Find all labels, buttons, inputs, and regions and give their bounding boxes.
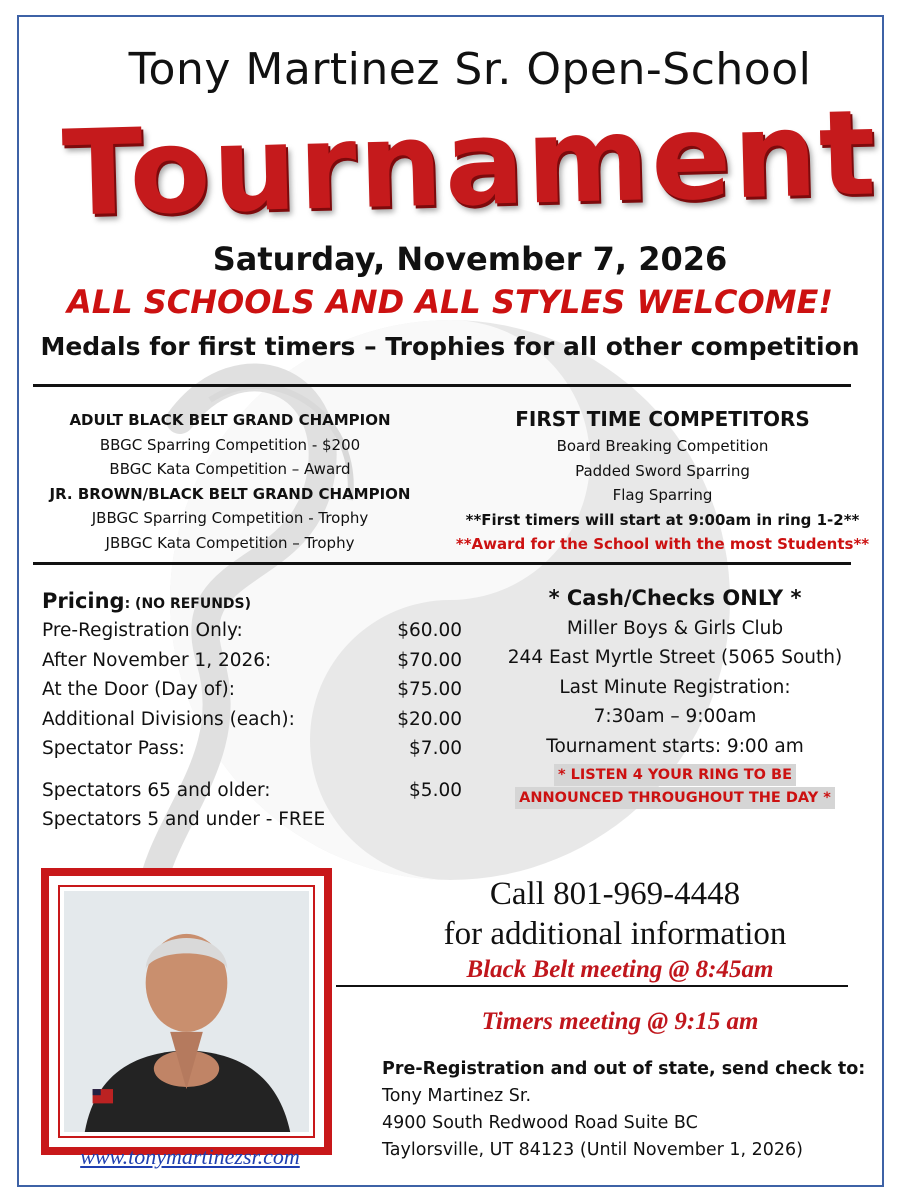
school-award-note: **Award for the School with the most Students**: [455, 535, 870, 553]
late-registration-label: Last Minute Registration:: [559, 676, 791, 698]
division-line: ADULT BLACK BELT GRAND CHAMPION: [69, 411, 391, 429]
medals-line: Medals for first timers – Trophies for all other competition: [40, 332, 860, 361]
division-line: BBGC Kata Competition – Award: [109, 460, 351, 478]
info-line: for additional information: [443, 916, 787, 952]
meeting-divider: [336, 985, 848, 987]
divider-top: [33, 384, 851, 387]
pricing-heading: [42, 586, 462, 616]
event-date: Saturday, November 7, 2026: [212, 240, 728, 278]
division-line: JBBGC Sparring Competition - Trophy: [91, 509, 369, 527]
price-label: Spectators 65 and older:: [42, 779, 271, 801]
price-row: [42, 675, 462, 705]
ring-notice-line: ANNOUNCED THROUGHOUT THE DAY *: [515, 787, 835, 809]
header-title: Tony Martinez Sr. Open-School: [128, 44, 812, 95]
mailing-street: 4900 South Redwood Road Suite BC: [382, 1113, 698, 1133]
price-row: [42, 734, 462, 764]
price-row: [42, 616, 462, 646]
division-line: Flag Sparring: [612, 486, 713, 504]
price-label: At the Door (Day of):: [42, 679, 235, 700]
price-row: [42, 646, 462, 676]
black-belt-meeting: Black Belt meeting @ 8:45am: [466, 956, 774, 983]
division-line: JR. BROWN/BLACK BELT GRAND CHAMPION: [49, 484, 411, 503]
first-timer-note: **First timers will start at 9:00am in ring 1-2**: [465, 510, 860, 529]
divider-middle: [33, 562, 851, 565]
first-time-divisions: [455, 404, 870, 557]
photo-frame: [41, 868, 332, 1155]
mailing-name: Tony Martinez Sr.: [382, 1086, 532, 1106]
ring-notice: [470, 763, 880, 809]
price-amount: $70.00: [397, 649, 462, 671]
welcome-banner: ALL SCHOOLS AND ALL STYLES WELCOME!: [67, 283, 833, 321]
phone-number: Call 801-969-4448: [489, 876, 741, 912]
division-line: Padded Sword Sparring: [575, 461, 750, 480]
division-line: Board Breaking Competition: [556, 437, 769, 455]
mailing-address: [382, 1056, 882, 1164]
division-line: JBBGC Kata Competition – Trophy: [105, 533, 355, 552]
price-amount: $60.00: [397, 620, 462, 641]
price-label: Spectator Pass:: [42, 738, 185, 759]
venue-info: [470, 584, 880, 809]
no-refunds-note: : (NO REFUNDS): [124, 596, 252, 612]
website-link[interactable]: www.tonymartinezsr.com: [80, 1144, 300, 1169]
mailing-city: Taylorsville, UT 84123 (Until November 1, 2026): [382, 1140, 803, 1160]
late-registration-time: 7:30am – 9:00am: [593, 706, 757, 727]
first-time-heading: FIRST TIME COMPETITORS: [515, 407, 810, 431]
instructor-photo: [64, 891, 309, 1132]
ring-notice-line: * LISTEN 4 YOUR RING TO BE: [554, 764, 796, 786]
start-time: Tournament starts: 9:00 am: [546, 735, 804, 757]
price-amount: $75.00: [397, 679, 462, 700]
mailing-heading: Pre-Registration and out of state, send check to:: [382, 1059, 866, 1079]
venue-name: Miller Boys & Girls Club: [566, 617, 784, 639]
price-amount: $7.00: [409, 738, 462, 759]
instructor-portrait-icon: [64, 891, 309, 1132]
price-row: [42, 805, 462, 835]
price-row: [42, 776, 462, 806]
price-amount: $20.00: [397, 708, 462, 730]
price-label: Spectators 5 and under - FREE: [42, 809, 326, 830]
division-line: BBGC Sparring Competition - $200: [99, 435, 361, 454]
price-label: Additional Divisions (each):: [42, 708, 295, 730]
payment-heading: * Cash/Checks ONLY *: [548, 586, 802, 610]
pricing-table: [42, 586, 462, 835]
contact-block: [380, 874, 850, 954]
black-belt-divisions: [40, 408, 420, 555]
venue-address: 244 East Myrtle Street (5065 South): [507, 647, 843, 668]
timers-meeting: Timers meeting @ 9:15 am: [481, 1008, 759, 1035]
event-title: Tournament: [60, 83, 880, 243]
pricing-title: Pricing: [42, 589, 125, 613]
price-row: [42, 705, 462, 735]
price-label: After November 1, 2026:: [42, 649, 272, 671]
price-label: Pre-Registration Only:: [42, 620, 243, 641]
price-amount: $5.00: [409, 779, 462, 801]
